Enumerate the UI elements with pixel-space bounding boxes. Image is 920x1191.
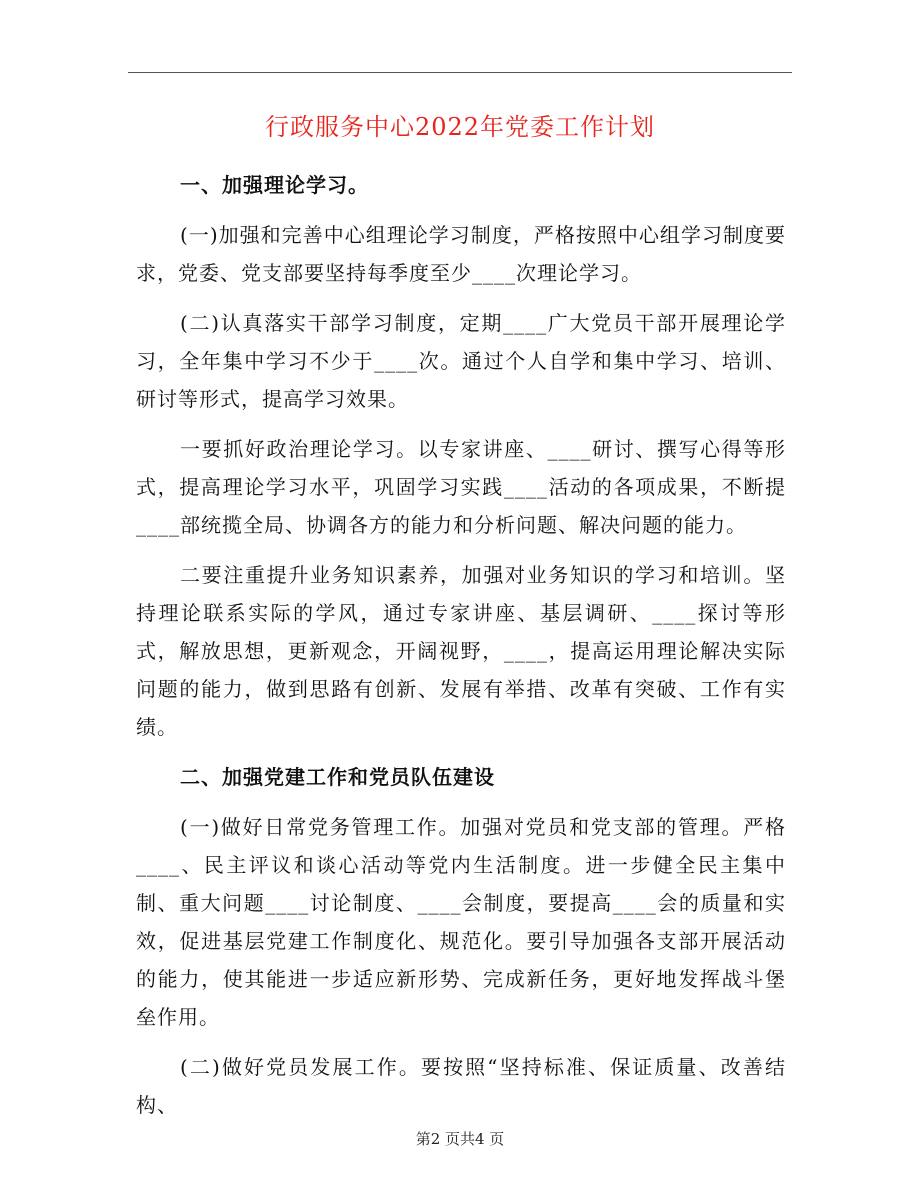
section-heading-2: 二、加强党建工作和党员队伍建设 xyxy=(180,765,495,789)
document-title: 行政服务中心2022年党委工作计划 xyxy=(264,113,656,141)
document-body xyxy=(136,166,786,1136)
paragraph: 二要注重提升业务知识素养，加强对业务知识的学习和培训。坚持理论联系实际的学风，通过专家讲座、基层调研、____探讨等形式，解放思想，更新观念，开阔视野，____，提高运用理论解决实际问题的能力，做到思路有创新、发展有举措、改革有突破、工作有实绩。 xyxy=(136,563,786,739)
paragraph: (一)加强和完善中心组理论学习制度，严格按照中心组学习制度要求，党委、党支部要坚持每季度至少____次理论学习。 xyxy=(136,223,786,285)
paragraph: 一要抓好政治理论学习。以专家讲座、____研讨、撰写心得等形式，提高理论学习水平，巩固学习实践____活动的各项成果，不断提____部统揽全局、协调各方的能力和分析问题、解决问题的能力。 xyxy=(136,437,786,537)
header-rule xyxy=(128,72,792,73)
paragraph: (二)认真落实干部学习制度，定期____广大党员干部开展理论学习，全年集中学习不少于____次。通过个人自学和集中学习、培训、研讨等形式，提高学习效果。 xyxy=(136,311,786,411)
section-heading-1: 一、加强理论学习。 xyxy=(180,173,369,197)
paragraph: (一)做好日常党务管理工作。加强对党员和党支部的管理。严格____、民主评议和谈心活动等党内生活制度。进一步健全民主集中制、重大问题____讨论制度、____会制度，要提高____会的质量和实效，促进基层党建工作制度化、规范化。要引导加强各支部开展活动的能力，使其能进一步适应新形势、完成新任务，更好地发挥战斗堡垒作用。 xyxy=(136,815,786,1029)
paragraph: (二)做好党员发展工作。要按照“坚持标准、保证质量、改善结构、 xyxy=(136,1055,786,1117)
page-number: 第2 页共4 页 xyxy=(415,1130,505,1148)
